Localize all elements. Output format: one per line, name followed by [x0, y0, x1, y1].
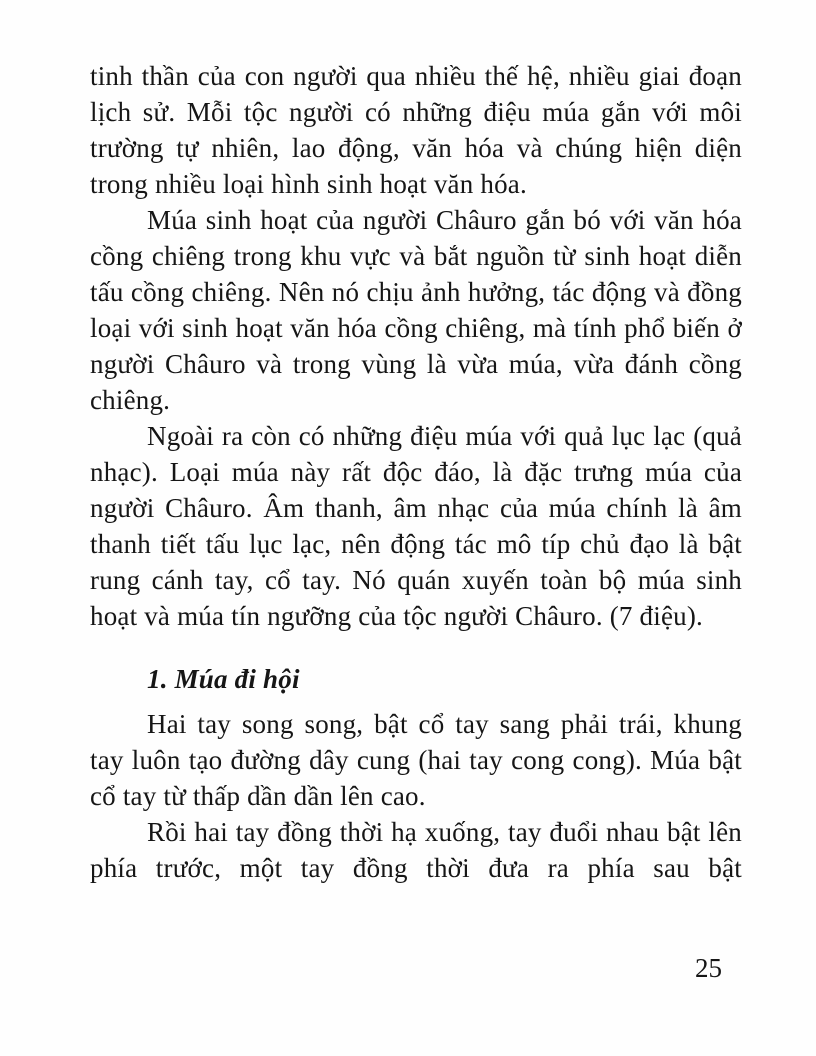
paragraph: Ngoài ra còn có những điệu múa với quả lục lạc (quả nhạc). Loại múa này rất độc đáo, là đặc trưng múa của người Châuro. Âm thanh, âm nhạc của múa chính là âm thanh tiết tấu lục lạc, nên động tác mô típ chủ đạo là bật rung cánh tay, cổ tay. Nó quán xuyến toàn bộ múa sinh hoạt và múa tín ngưỡng của tộc người Châuro. (7 điệu). [90, 421, 742, 631]
paragraph: Múa sinh hoạt của người Châuro gắn bó với văn hóa cồng chiêng trong khu vực và bắt nguồn từ sinh hoạt diễn tấu cồng chiêng. Nên nó chịu ảnh hưởng, tác động và đồng loại với sinh hoạt văn hóa cồng chiêng, mà tính phổ biến ở người Châuro và trong vùng là vừa múa, vừa đánh cồng chiêng. [90, 205, 742, 415]
paragraph: Hai tay song song, bật cổ tay sang phải trái, khung tay luôn tạo đường dây cung (hai tay cong cong). Múa bật cổ tay từ thấp dần dần lên cao. [90, 709, 742, 811]
section-heading: 1. Múa đi hội [147, 664, 300, 694]
paragraph: Rồi hai tay đồng thời hạ xuống, tay đuổi nhau bật lên phía trước, một tay đồng thời đưa ra phía sau bật [90, 817, 742, 883]
text-column [90, 58, 742, 886]
page-number: 25 [695, 953, 722, 983]
paragraph-continuation: tinh thần của con người qua nhiều thế hệ, nhiều giai đoạn lịch sử. Mỗi tộc người có những điệu múa gắn với môi trường tự nhiên, lao động, văn hóa và chúng hiện diện trong nhiều loại hình sinh hoạt văn hóa. [90, 61, 742, 199]
